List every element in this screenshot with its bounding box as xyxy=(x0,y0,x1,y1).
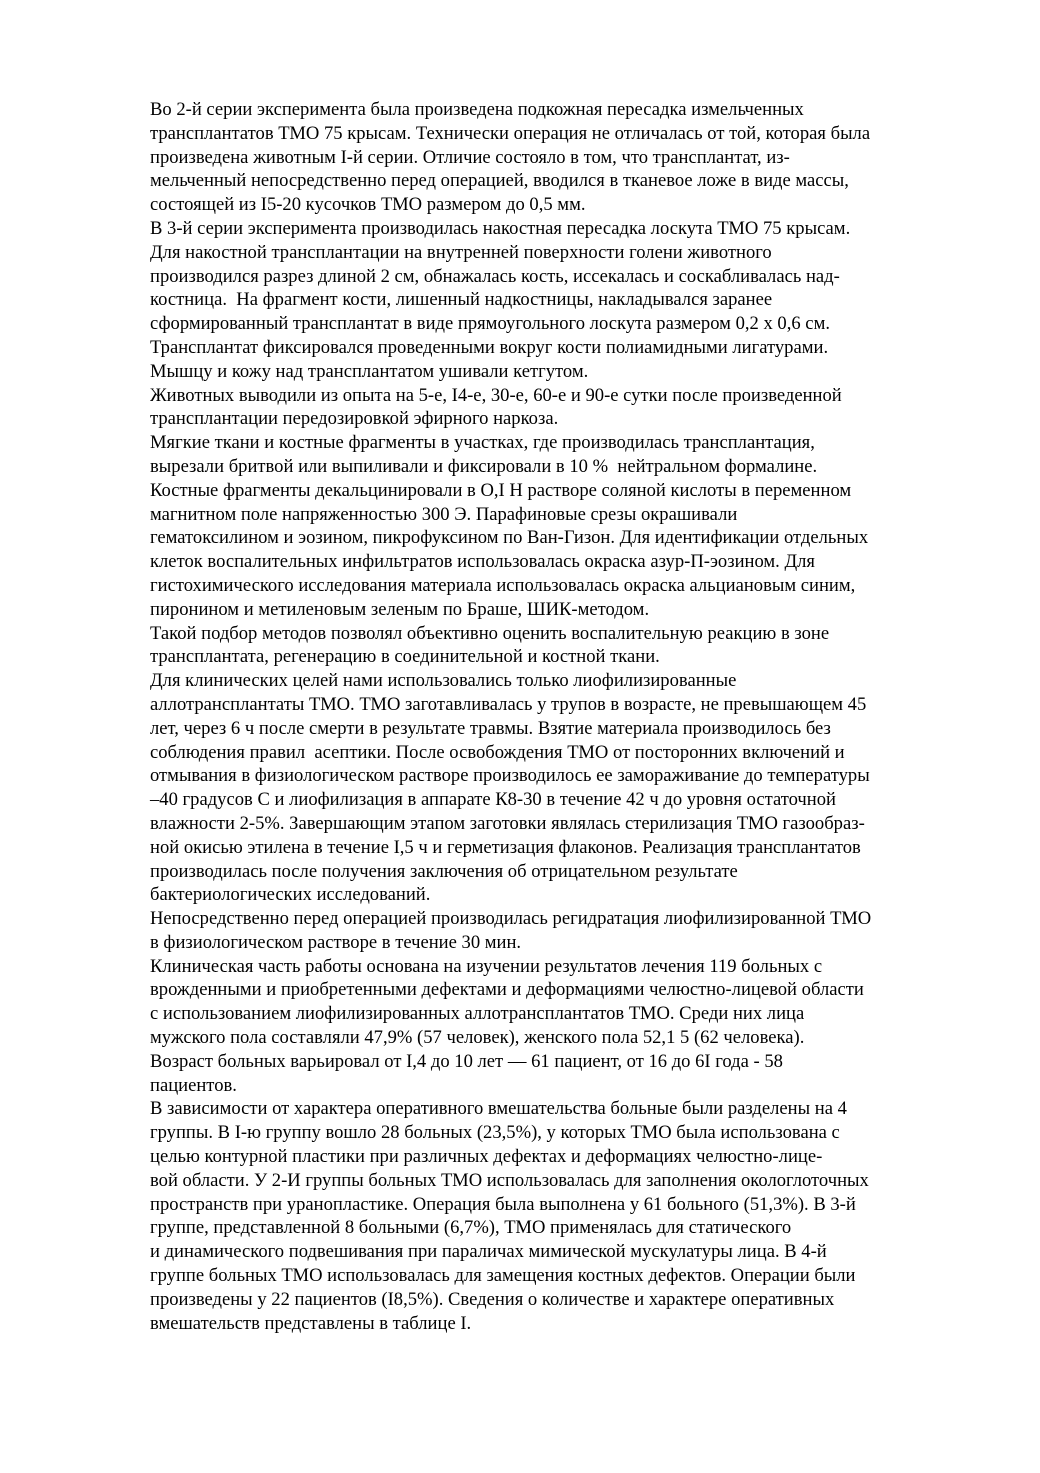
text-line: ной окисью этилена в течение I,5 ч и герметизация флаконов. Реализация трансплантатов xyxy=(150,836,861,858)
text-line: группе, представленной 8 больными (6,7%), ТМО применялась для статического xyxy=(150,1217,792,1239)
text-line: трансплантатов ТМО 75 крысам. Технически операция не отличалась от той, которая была xyxy=(150,122,871,144)
text-line: клеток воспалительных инфильтратов использовалась окраска азур-П-эозином. Для xyxy=(150,551,815,573)
text-line: магнитном поле напряженностью 300 Э. Парафиновые срезы окрашивали xyxy=(150,503,738,525)
text-line: костница. На фрагмент кости, лишенный надкостницы, накладывался заранее xyxy=(150,289,773,311)
text-line: влажности 2-5%. Завершающим этапом заготовки являлась стерилизация ТМО газообраз- xyxy=(150,812,865,834)
text-line: отмывания в физиологическом растворе производилось ее замораживание до температуры xyxy=(150,765,870,787)
text-line: Возраст больных варьировал от I,4 до 10 лет — 61 пациент, от 16 до 6I года - 58 xyxy=(150,1050,783,1072)
text-line: трансплантата, регенерацию в соединительной и костной ткани. xyxy=(150,646,660,668)
body-text xyxy=(150,98,980,1335)
text-line: В зависимости от характера оперативного вмешательства больные были разделены на 4 xyxy=(150,1098,847,1120)
text-line: состоящей из I5-20 кусочков ТМО размером до 0,5 мм. xyxy=(150,194,586,216)
text-line: бактериологических исследований. xyxy=(150,884,431,906)
text-line: Для клинических целей нами использовались только лиофилизированные xyxy=(150,670,737,692)
text-line: гистохимического исследования материала использовалась окраска альциановым синим, xyxy=(150,574,856,596)
text-line: мужского пола составляли 47,9% (57 человек), женского пола 52,1 5 (62 человека). xyxy=(150,1027,805,1049)
text-line: произведены у 22 пациентов (I8,5%). Сведения о количестве и характере оперативных xyxy=(150,1288,835,1310)
text-line: вмешательств представлены в таблице I. xyxy=(150,1312,472,1334)
text-line: Мышцу и кожу над трансплантатом ушивали кетгутом. xyxy=(150,360,589,382)
text-line: –40 градусов С и лиофилизация в аппарате К8-30 в течение 42 ч до уровня остаточной xyxy=(150,789,836,811)
text-line: гематоксилином и эозином, пикрофуксином по Ван-Гизон. Для идентификации отдельных xyxy=(150,527,869,549)
text-line: соблюдения правил асептики. После освобождения ТМО от посторонних включений и xyxy=(150,741,845,763)
text-line: Животных выводили из опыта на 5-е, I4-е, 30-е, 60-е и 90-е сутки после произведенной xyxy=(150,384,842,406)
text-line: пиронином и метиленовым зеленым по Браше, ШИК-методом. xyxy=(150,598,650,620)
text-line: вой области. У 2-И группы больных ТМО использовалась для заполнения окологлоточных xyxy=(150,1169,869,1191)
text-line: сформированный трансплантат в виде прямоугольного лоскута размером 0,2 х 0,6 см. xyxy=(150,313,830,335)
text-line: в физиологическом растворе в течение 30 мин. xyxy=(150,931,522,953)
text-line: Мягкие ткани и костные фрагменты в участках, где производилась трансплантация, xyxy=(150,432,815,454)
text-line: группе больных ТМО использовалась для замещения костных дефектов. Операции были xyxy=(150,1265,856,1287)
text-line: трансплантации передозировкой эфирного наркоза. xyxy=(150,408,559,430)
text-line: Костные фрагменты декальцинировали в O,I H растворе соляной кислоты в переменном xyxy=(150,479,852,501)
text-line: производилась после получения заключения об отрицательном результате xyxy=(150,860,738,882)
text-line: целью контурной пластики при различных дефектах и деформациях челюстно-лице- xyxy=(150,1146,823,1168)
text-line: Трансплантат фиксировался проведенными вокруг кости полиамидными лигатурами. xyxy=(150,336,829,358)
text-line: Во 2-й серии эксперимента была произведена подкожная пересадка измельченных xyxy=(150,99,804,120)
text-line: производился разрез длиной 2 см, обнажалась кость, иссекалась и соскабливалась над- xyxy=(150,265,840,287)
text-line: произведена животным I-й серии. Отличие состояло в том, что трансплантат, из- xyxy=(150,146,790,168)
text-line: пространств при уранопластике. Операция была выполнена у 61 больного (51,3%). В 3-й xyxy=(150,1193,856,1215)
text-line: Такой подбор методов позволял объективно оценить воспалительную реакцию в зоне xyxy=(150,622,830,644)
text-line: врожденными и приобретенными дефектами и деформациями челюстно-лицевой области xyxy=(150,979,864,1001)
text-line: лет, через 6 ч после смерти в результате травмы. Взятие материала производилось без xyxy=(150,717,831,739)
text-line: с использованием лиофилизированных аллотрансплантатов ТМО. Среди них лица xyxy=(150,1003,805,1025)
text-line: Для накостной трансплантации на внутренней поверхности голени животного xyxy=(150,241,772,263)
text-line: группы. В I-ю группу вошло 28 больных (23,5%), у которых ТМО была использована с xyxy=(150,1122,840,1144)
text-line: Непосредственно перед операцией производилась регидратация лиофилизированной ТМО xyxy=(150,908,872,930)
text-line: аллотрансплантаты ТМО. ТМО заготавливалась у трупов в возрасте, не превышающем 45 xyxy=(150,693,867,715)
text-line: вырезали бритвой или выпиливали и фиксировали в 10 % нейтральном формалине. xyxy=(150,455,818,477)
text-line: и динамического подвешивания при параличах мимической мускулатуры лица. В 4-й xyxy=(150,1241,827,1263)
text-line: пациентов. xyxy=(150,1074,237,1096)
text-line: Клиническая часть работы основана на изучении результатов лечения 119 больных с xyxy=(150,955,823,977)
text-line: В 3-й серии эксперимента производилась накостная пересадка лоскута ТМО 75 крысам. xyxy=(150,217,851,239)
text-line: мельченный непосредственно перед операцией, вводился в тканевое ложе в виде массы, xyxy=(150,170,849,192)
